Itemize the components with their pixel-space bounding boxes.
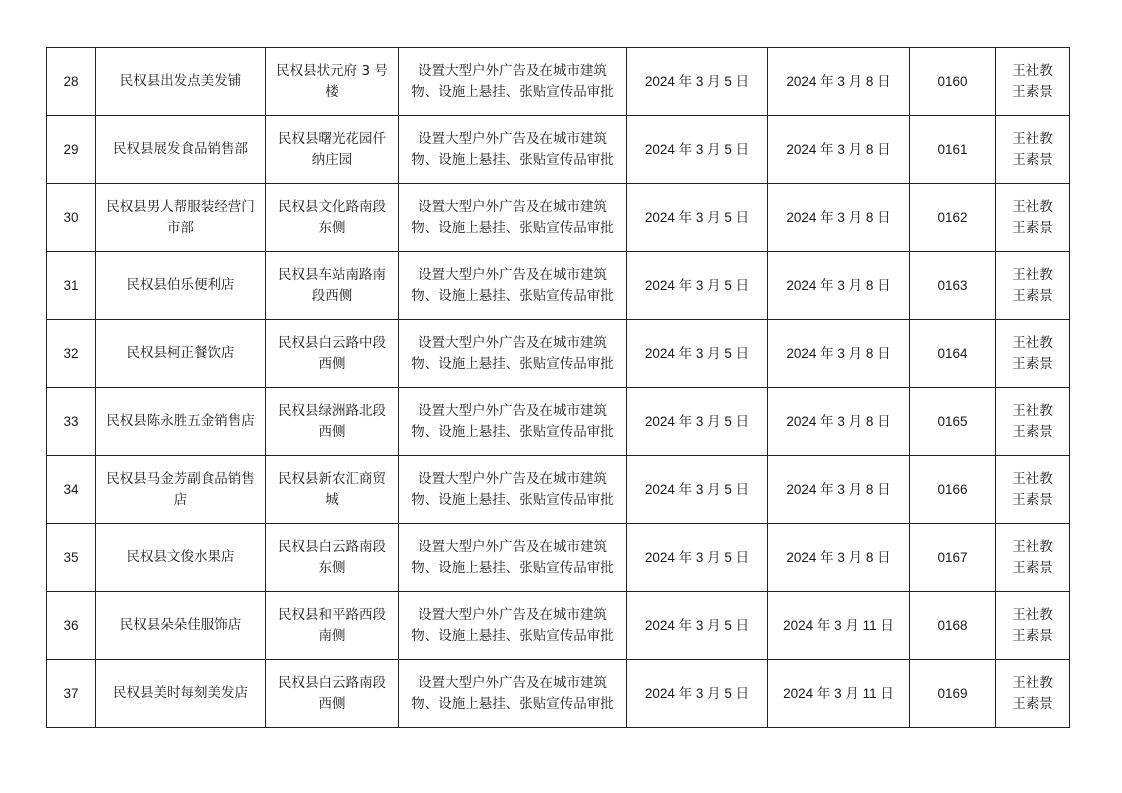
business-address: 民权县曙光花园仟纳庄园 bbox=[266, 116, 399, 184]
approval-item: 设置大型户外广告及在城市建筑物、设施上悬挂、张贴宣传品审批 bbox=[399, 48, 627, 116]
table-body bbox=[47, 48, 1070, 728]
business-address: 民权县绿洲路北段西侧 bbox=[266, 388, 399, 456]
license-code: 0163 bbox=[910, 252, 996, 320]
approve-date: 2024 年 3 月 8 日 bbox=[768, 320, 910, 388]
business-address: 民权县白云路南段西侧 bbox=[266, 660, 399, 728]
handler-name: 王社教 bbox=[1012, 130, 1053, 147]
license-code: 0169 bbox=[910, 660, 996, 728]
handler-name: 王社教 bbox=[1012, 334, 1053, 351]
handlers bbox=[996, 524, 1070, 592]
handler-name: 王社教 bbox=[1012, 198, 1053, 215]
row-number: 37 bbox=[47, 660, 96, 728]
handlers bbox=[996, 252, 1070, 320]
row-number: 33 bbox=[47, 388, 96, 456]
handler-name: 王素景 bbox=[1012, 151, 1053, 168]
handler-name: 王社教 bbox=[1012, 402, 1053, 419]
table-row bbox=[47, 252, 1070, 320]
handler-name: 王素景 bbox=[1012, 355, 1053, 372]
accept-date: 2024 年 3 月 5 日 bbox=[627, 320, 768, 388]
handlers bbox=[996, 592, 1070, 660]
accept-date: 2024 年 3 月 5 日 bbox=[627, 456, 768, 524]
license-code: 0162 bbox=[910, 184, 996, 252]
accept-date: 2024 年 3 月 5 日 bbox=[627, 660, 768, 728]
handlers bbox=[996, 456, 1070, 524]
table-row bbox=[47, 524, 1070, 592]
row-number: 31 bbox=[47, 252, 96, 320]
handler-name: 王素景 bbox=[1012, 627, 1053, 644]
accept-date: 2024 年 3 月 5 日 bbox=[627, 184, 768, 252]
handlers bbox=[996, 660, 1070, 728]
license-code: 0166 bbox=[910, 456, 996, 524]
accept-date: 2024 年 3 月 5 日 bbox=[627, 524, 768, 592]
handler-name: 王社教 bbox=[1012, 266, 1053, 283]
accept-date: 2024 年 3 月 5 日 bbox=[627, 116, 768, 184]
business-name: 民权县出发点美发铺 bbox=[96, 48, 266, 116]
business-address: 民权县文化路南段东侧 bbox=[266, 184, 399, 252]
business-address: 民权县车站南路南段西侧 bbox=[266, 252, 399, 320]
records-table bbox=[46, 47, 1070, 728]
business-name: 民权县文俊水果店 bbox=[96, 524, 266, 592]
license-code: 0165 bbox=[910, 388, 996, 456]
row-number: 28 bbox=[47, 48, 96, 116]
handlers bbox=[996, 48, 1070, 116]
handler-name: 王素景 bbox=[1012, 423, 1053, 440]
approve-date: 2024 年 3 月 11 日 bbox=[768, 660, 910, 728]
business-name: 民权县男人帮服装经营门市部 bbox=[96, 184, 266, 252]
table-row bbox=[47, 320, 1070, 388]
business-address: 民权县状元府 3 号楼 bbox=[266, 48, 399, 116]
license-code: 0168 bbox=[910, 592, 996, 660]
handler-name: 王社教 bbox=[1012, 674, 1053, 691]
license-code: 0164 bbox=[910, 320, 996, 388]
approve-date: 2024 年 3 月 8 日 bbox=[768, 524, 910, 592]
license-code: 0167 bbox=[910, 524, 996, 592]
row-number: 29 bbox=[47, 116, 96, 184]
table-row bbox=[47, 388, 1070, 456]
approve-date: 2024 年 3 月 8 日 bbox=[768, 116, 910, 184]
business-name: 民权县陈永胜五金销售店 bbox=[96, 388, 266, 456]
handler-name: 王素景 bbox=[1012, 219, 1053, 236]
approval-item: 设置大型户外广告及在城市建筑物、设施上悬挂、张贴宣传品审批 bbox=[399, 660, 627, 728]
handler-name: 王素景 bbox=[1012, 491, 1053, 508]
handler-name: 王社教 bbox=[1012, 606, 1053, 623]
row-number: 32 bbox=[47, 320, 96, 388]
business-address: 民权县新农汇商贸城 bbox=[266, 456, 399, 524]
approval-item: 设置大型户外广告及在城市建筑物、设施上悬挂、张贴宣传品审批 bbox=[399, 184, 627, 252]
row-number: 30 bbox=[47, 184, 96, 252]
handlers bbox=[996, 320, 1070, 388]
table-row bbox=[47, 660, 1070, 728]
handler-name: 王素景 bbox=[1012, 559, 1053, 576]
approval-item: 设置大型户外广告及在城市建筑物、设施上悬挂、张贴宣传品审批 bbox=[399, 592, 627, 660]
business-name: 民权县美时每刻美发店 bbox=[96, 660, 266, 728]
approval-item: 设置大型户外广告及在城市建筑物、设施上悬挂、张贴宣传品审批 bbox=[399, 456, 627, 524]
handler-name: 王社教 bbox=[1012, 538, 1053, 555]
handler-name: 王素景 bbox=[1012, 287, 1053, 304]
handler-name: 王素景 bbox=[1012, 83, 1053, 100]
business-name: 民权县伯乐便利店 bbox=[96, 252, 266, 320]
approval-item: 设置大型户外广告及在城市建筑物、设施上悬挂、张贴宣传品审批 bbox=[399, 116, 627, 184]
license-code: 0161 bbox=[910, 116, 996, 184]
business-address: 民权县白云路中段西侧 bbox=[266, 320, 399, 388]
table-row bbox=[47, 184, 1070, 252]
table-row bbox=[47, 592, 1070, 660]
approve-date: 2024 年 3 月 8 日 bbox=[768, 456, 910, 524]
license-code: 0160 bbox=[910, 48, 996, 116]
business-name: 民权县朵朵佳服饰店 bbox=[96, 592, 266, 660]
approval-item: 设置大型户外广告及在城市建筑物、设施上悬挂、张贴宣传品审批 bbox=[399, 252, 627, 320]
accept-date: 2024 年 3 月 5 日 bbox=[627, 592, 768, 660]
handler-name: 王素景 bbox=[1012, 695, 1053, 712]
business-name: 民权县马金芳副食品销售店 bbox=[96, 456, 266, 524]
handler-name: 王社教 bbox=[1012, 470, 1053, 487]
approve-date: 2024 年 3 月 8 日 bbox=[768, 388, 910, 456]
accept-date: 2024 年 3 月 5 日 bbox=[627, 388, 768, 456]
approve-date: 2024 年 3 月 8 日 bbox=[768, 48, 910, 116]
business-name: 民权县柯正餐饮店 bbox=[96, 320, 266, 388]
business-address: 民权县白云路南段东侧 bbox=[266, 524, 399, 592]
approve-date: 2024 年 3 月 8 日 bbox=[768, 184, 910, 252]
table-row bbox=[47, 48, 1070, 116]
handlers bbox=[996, 116, 1070, 184]
accept-date: 2024 年 3 月 5 日 bbox=[627, 48, 768, 116]
handler-name: 王社教 bbox=[1012, 62, 1053, 79]
approve-date: 2024 年 3 月 11 日 bbox=[768, 592, 910, 660]
approval-item: 设置大型户外广告及在城市建筑物、设施上悬挂、张贴宣传品审批 bbox=[399, 524, 627, 592]
table-row bbox=[47, 116, 1070, 184]
row-number: 36 bbox=[47, 592, 96, 660]
row-number: 34 bbox=[47, 456, 96, 524]
approval-item: 设置大型户外广告及在城市建筑物、设施上悬挂、张贴宣传品审批 bbox=[399, 320, 627, 388]
table-row bbox=[47, 456, 1070, 524]
approve-date: 2024 年 3 月 8 日 bbox=[768, 252, 910, 320]
handlers bbox=[996, 388, 1070, 456]
business-address: 民权县和平路西段南侧 bbox=[266, 592, 399, 660]
approval-item: 设置大型户外广告及在城市建筑物、设施上悬挂、张贴宣传品审批 bbox=[399, 388, 627, 456]
accept-date: 2024 年 3 月 5 日 bbox=[627, 252, 768, 320]
business-name: 民权县展发食品销售部 bbox=[96, 116, 266, 184]
row-number: 35 bbox=[47, 524, 96, 592]
handlers bbox=[996, 184, 1070, 252]
